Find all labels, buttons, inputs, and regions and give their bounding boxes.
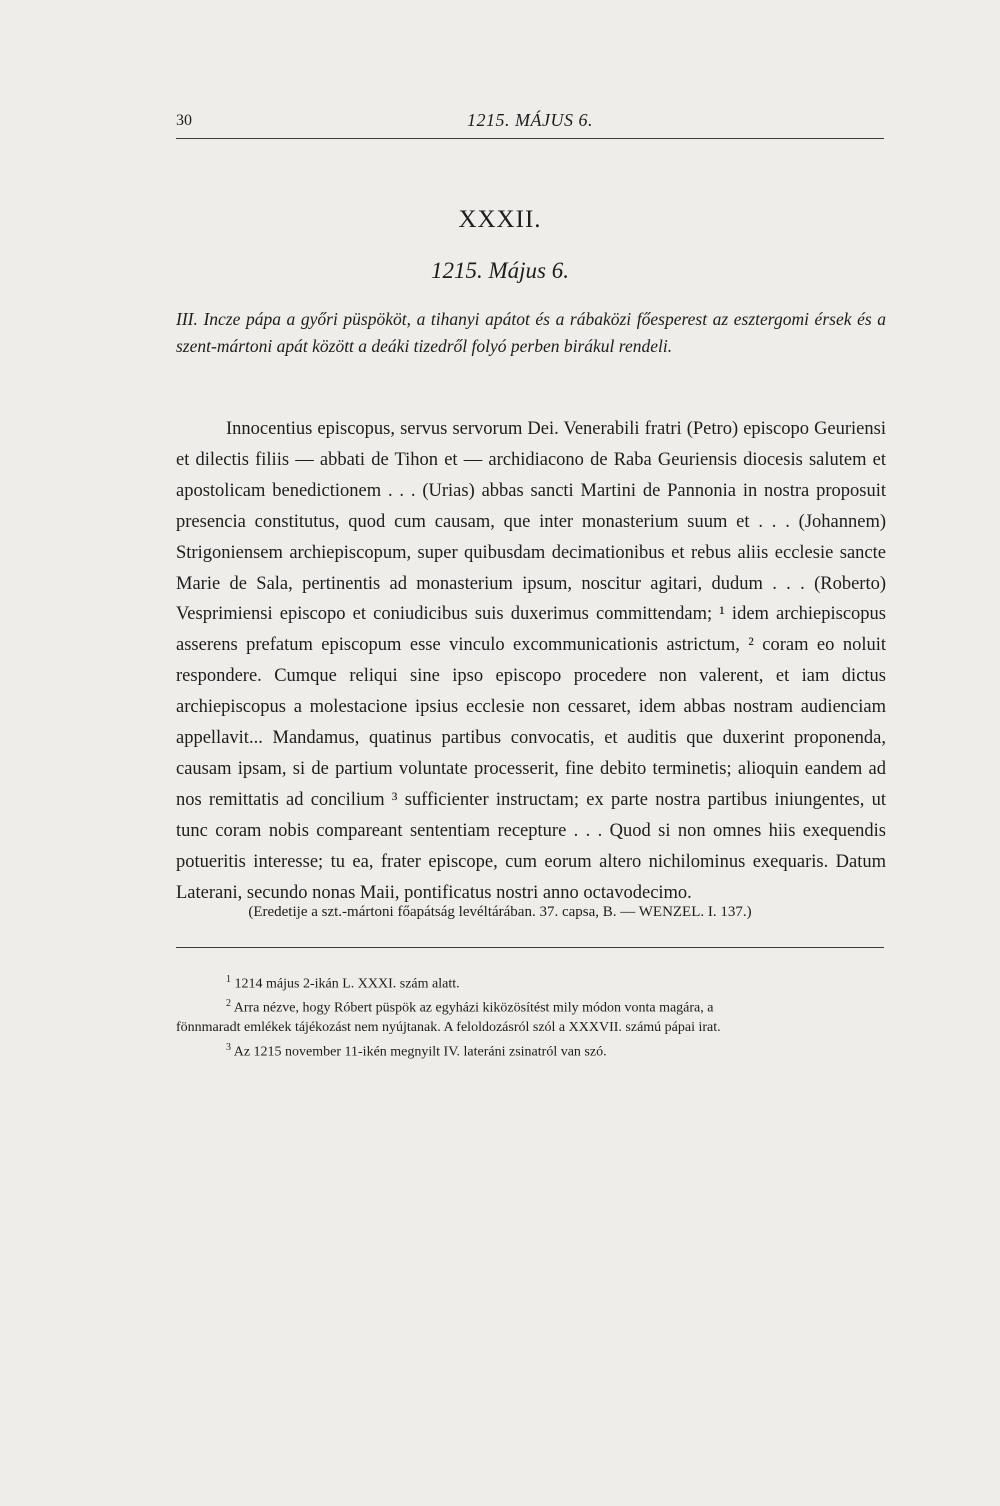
document-body: Innocentius episcopus, servus servorum Dei. Venerabili fratri (Petro) episcopo Geuriensi et dilectis filiis — abbati de Tihon et — archidiacono de Raba Geuriensis diocesis salutem et apostolicam benedictionem . . . (Urias) abbas sancti Martini de Pannonia in nostra proposuit presencia constitutus, quod cum causam, que inter monasterium suum et . . . (Johannem) Strigoniensem archiepiscopum, super quibusdam decimationibus et rebus aliis ecclesie sancte Marie de Sala, pertinentis ad monasterium ipsum, noscitur agitari, dudum . . . (Roberto) Vesprimiensi episcopo et coniudicibus suis duxerimus committendam; ¹ idem archiepiscopus asserens prefatum episcopum esse vinculo excommunicationis astrictum, ² coram eo noluit respondere. Cumque reliqui sine ipso episcopo procedere non valerent, et iam dictus archiepiscopus a molestacione ipsius ecclesie non cessaret, idem abbas nostram audienciam appellavit... Mandamus, quatinus partibus convocatis, et auditis que duxerint proponenda, causam ipsam, si de partium voluntate processerit, fine debito terminetis; alioquin eandem ad nos remittatis ad concilium ³ sufficienter instructam; ex parte nostra partibus iniungentes, ut tunc coram nobis compareant sententiam recepture . . . Quod si non omnes hiis exequendis potueritis interesse; tu ea, frater episcope, cum eorum altero nichilominus exequaris. Datum Laterani, secundo nonas Maii, pontificatus nostri anno octavodecimo.	[176, 419, 886, 903]
footnote-2-text-line2: fönnmaradt emlékek tájékozást nem nyújtanak. A feloldozásról szól a XXXVII. számú pápai irat.	[176, 1020, 721, 1036]
footnote-1	[176, 970, 886, 994]
footnote-1-mark: 1	[226, 974, 231, 985]
document-number: XXXII.	[458, 206, 542, 233]
footnote-3-text: Az 1215 november 11-ikén megnyilt IV. lateráni zsinatról van szó.	[233, 1044, 607, 1060]
footnote-1-text: 1214 május 2-ikán L. XXXI. szám alatt.	[234, 976, 460, 992]
source-note: (Eredetije a szt.-mártoni főapátság levéltárában. 37. capsa, B. — WENZEL. I. 137.)	[248, 904, 752, 920]
footnotes	[176, 970, 886, 1062]
footnote-3	[176, 1038, 886, 1062]
footnote-2	[176, 994, 886, 1018]
footnote-2-text-line1: Arra nézve, hogy Róbert püspök az egyházi kiközösítést mily módon vonta magára, a	[233, 1000, 714, 1016]
footnote-divider	[176, 947, 884, 948]
footnote-2-mark: 2	[226, 998, 231, 1010]
running-head: 1215. MÁJUS 6.	[467, 110, 593, 130]
page-header	[176, 108, 884, 139]
document-regest: III. Incze pápa a győri püspököt, a tihanyi apátot és a rábaközi főesperest az esztergomi érsek és a szent-mártoni apát között a deáki tizedről folyó perben birákul rendeli.	[176, 309, 886, 356]
footnote-3-mark: 3	[226, 1041, 231, 1053]
footnote-2-continuation	[176, 1018, 886, 1038]
document-date: 1215. Május 6.	[431, 258, 569, 283]
page-number: 30	[176, 112, 192, 129]
